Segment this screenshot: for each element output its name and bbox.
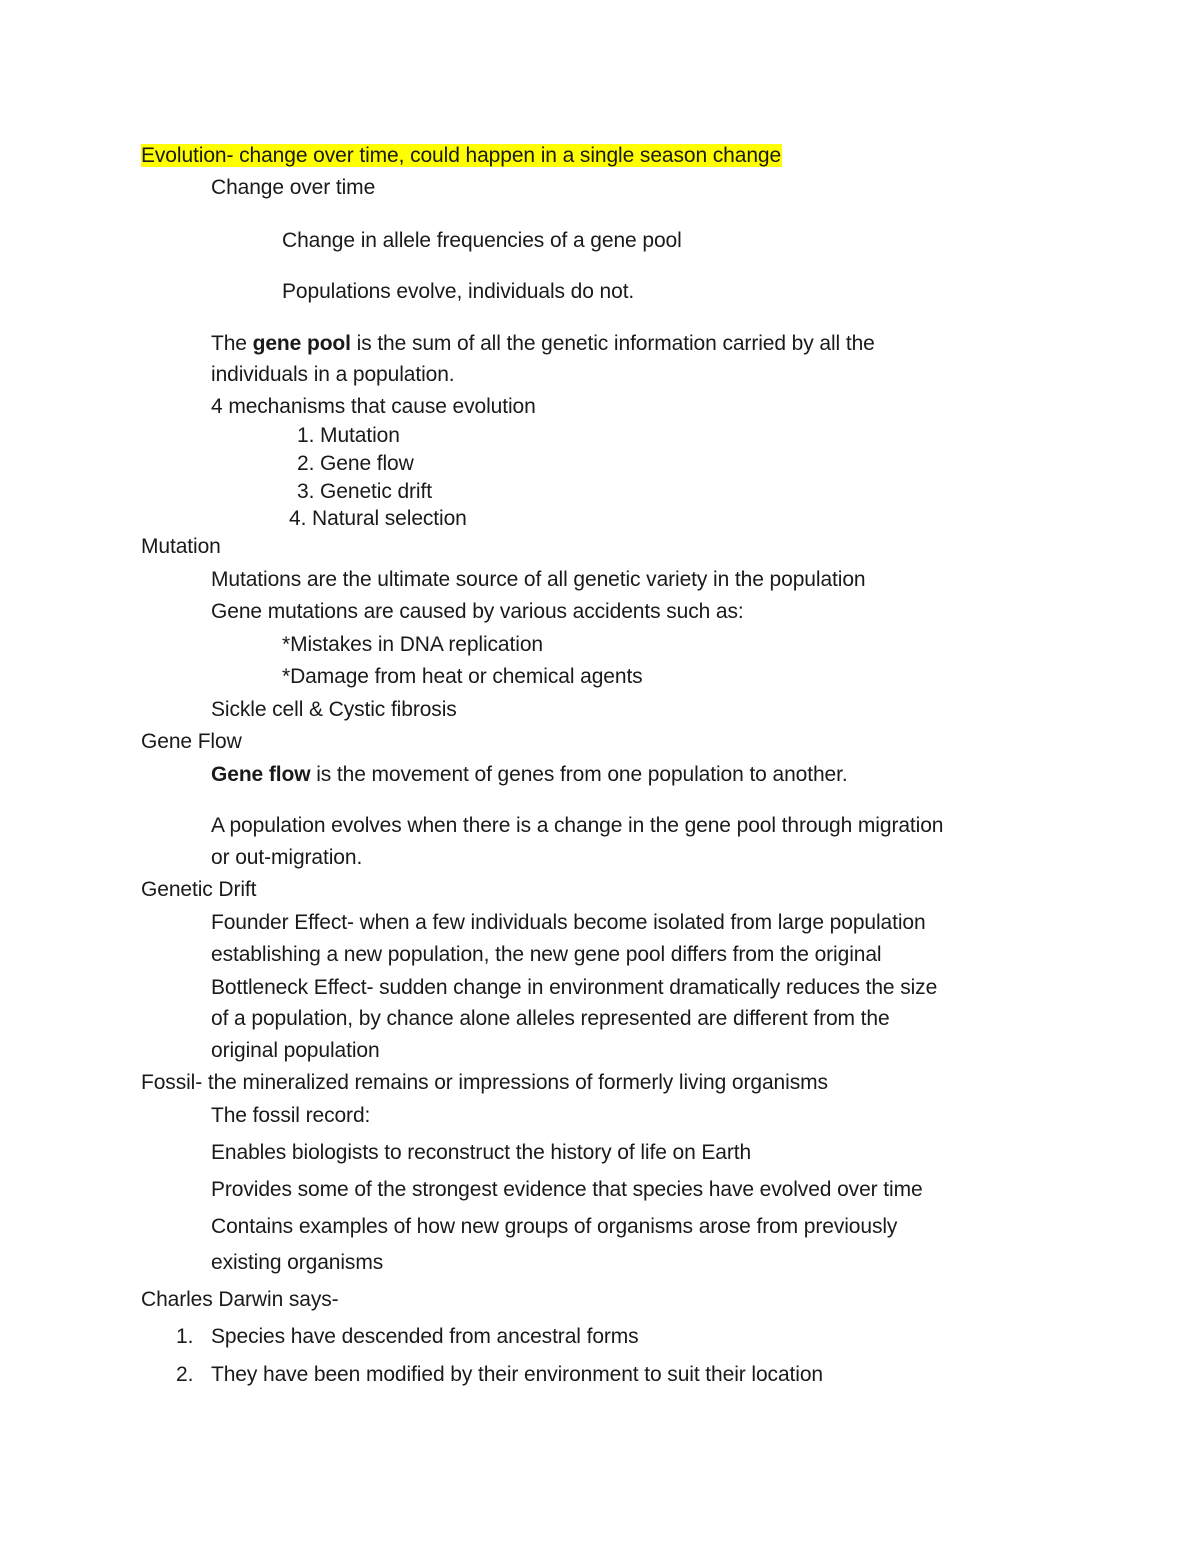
darwin-heading: Charles Darwin says- xyxy=(141,1288,339,1311)
gene-flow-line3: or out-migration. xyxy=(211,846,363,869)
mutation-examples: Sickle cell & Cystic fibrosis xyxy=(211,698,457,721)
mutation-line1: Mutations are the ultimate source of all genetic variety in the population xyxy=(211,568,866,591)
gene-flow-line2: A population evolves when there is a change in the gene pool through migration xyxy=(211,814,944,837)
mechanism-item: 3. Genetic drift xyxy=(297,480,432,503)
allele-change: Change in allele frequencies of a gene pool xyxy=(282,229,682,252)
fossil-point3b: existing organisms xyxy=(211,1251,384,1274)
bottleneck-effect-line1: Bottleneck Effect- sudden change in environment dramatically reduces the size xyxy=(211,976,938,999)
highlighted-text: Evolution- change over time, could happen in a single season change xyxy=(141,144,782,167)
gene-flow-heading: Gene Flow xyxy=(141,730,242,753)
mutation-line2: Gene mutations are caused by various accidents such as: xyxy=(211,600,744,623)
gene-flow-term: Gene flow xyxy=(211,763,311,786)
populations-evolve: Populations evolve, individuals do not. xyxy=(282,280,635,303)
mechanism-item: 1. Mutation xyxy=(297,424,400,447)
gene-pool-line2: individuals in a population. xyxy=(211,363,455,386)
change-over-time: Change over time xyxy=(211,176,376,199)
mechanisms-intro: 4 mechanisms that cause evolution xyxy=(211,395,536,418)
bottleneck-effect-line2: of a population, by chance alone alleles represented are different from the xyxy=(211,1007,890,1030)
gene-pool-definition xyxy=(211,331,875,357)
mechanism-item: 2. Gene flow xyxy=(297,452,414,475)
gene-flow-definition xyxy=(211,762,848,788)
mechanism-item: 4. Natural selection xyxy=(289,507,467,530)
genetic-drift-heading: Genetic Drift xyxy=(141,878,257,901)
fossil-point2: Provides some of the strongest evidence that species have evolved over time xyxy=(211,1178,923,1201)
fossil-record: The fossil record: xyxy=(211,1104,371,1127)
founder-effect-line2: establishing a new population, the new gene pool differs from the original xyxy=(211,943,882,966)
mutation-heading: Mutation xyxy=(141,535,221,558)
gene-pool-term: gene pool xyxy=(252,332,351,355)
fossil-heading: Fossil- the mineralized remains or impressions of formerly living organisms xyxy=(141,1071,828,1094)
mutation-cause2: *Damage from heat or chemical agents xyxy=(282,665,643,688)
darwin-item-text: Species have descended from ancestral forms xyxy=(211,1325,639,1348)
darwin-item-number: 2. xyxy=(176,1363,194,1386)
fossil-point3a: Contains examples of how new groups of organisms arose from previously xyxy=(211,1215,898,1238)
gene-pool-rest: is the sum of all the genetic information carried by all the xyxy=(350,332,875,355)
bottleneck-effect-line3: original population xyxy=(211,1039,380,1062)
mutation-cause1: *Mistakes in DNA replication xyxy=(282,633,543,656)
founder-effect-line1: Founder Effect- when a few individuals become isolated from large population xyxy=(211,911,926,934)
evolution-heading xyxy=(141,143,782,169)
gene-flow-definition-rest: is the movement of genes from one population to another. xyxy=(310,763,848,786)
darwin-item-number: 1. xyxy=(176,1325,194,1348)
gene-pool-prefix: The xyxy=(211,332,253,355)
fossil-point1: Enables biologists to reconstruct the history of life on Earth xyxy=(211,1141,752,1164)
darwin-item-text: They have been modified by their environment to suit their location xyxy=(211,1363,823,1386)
